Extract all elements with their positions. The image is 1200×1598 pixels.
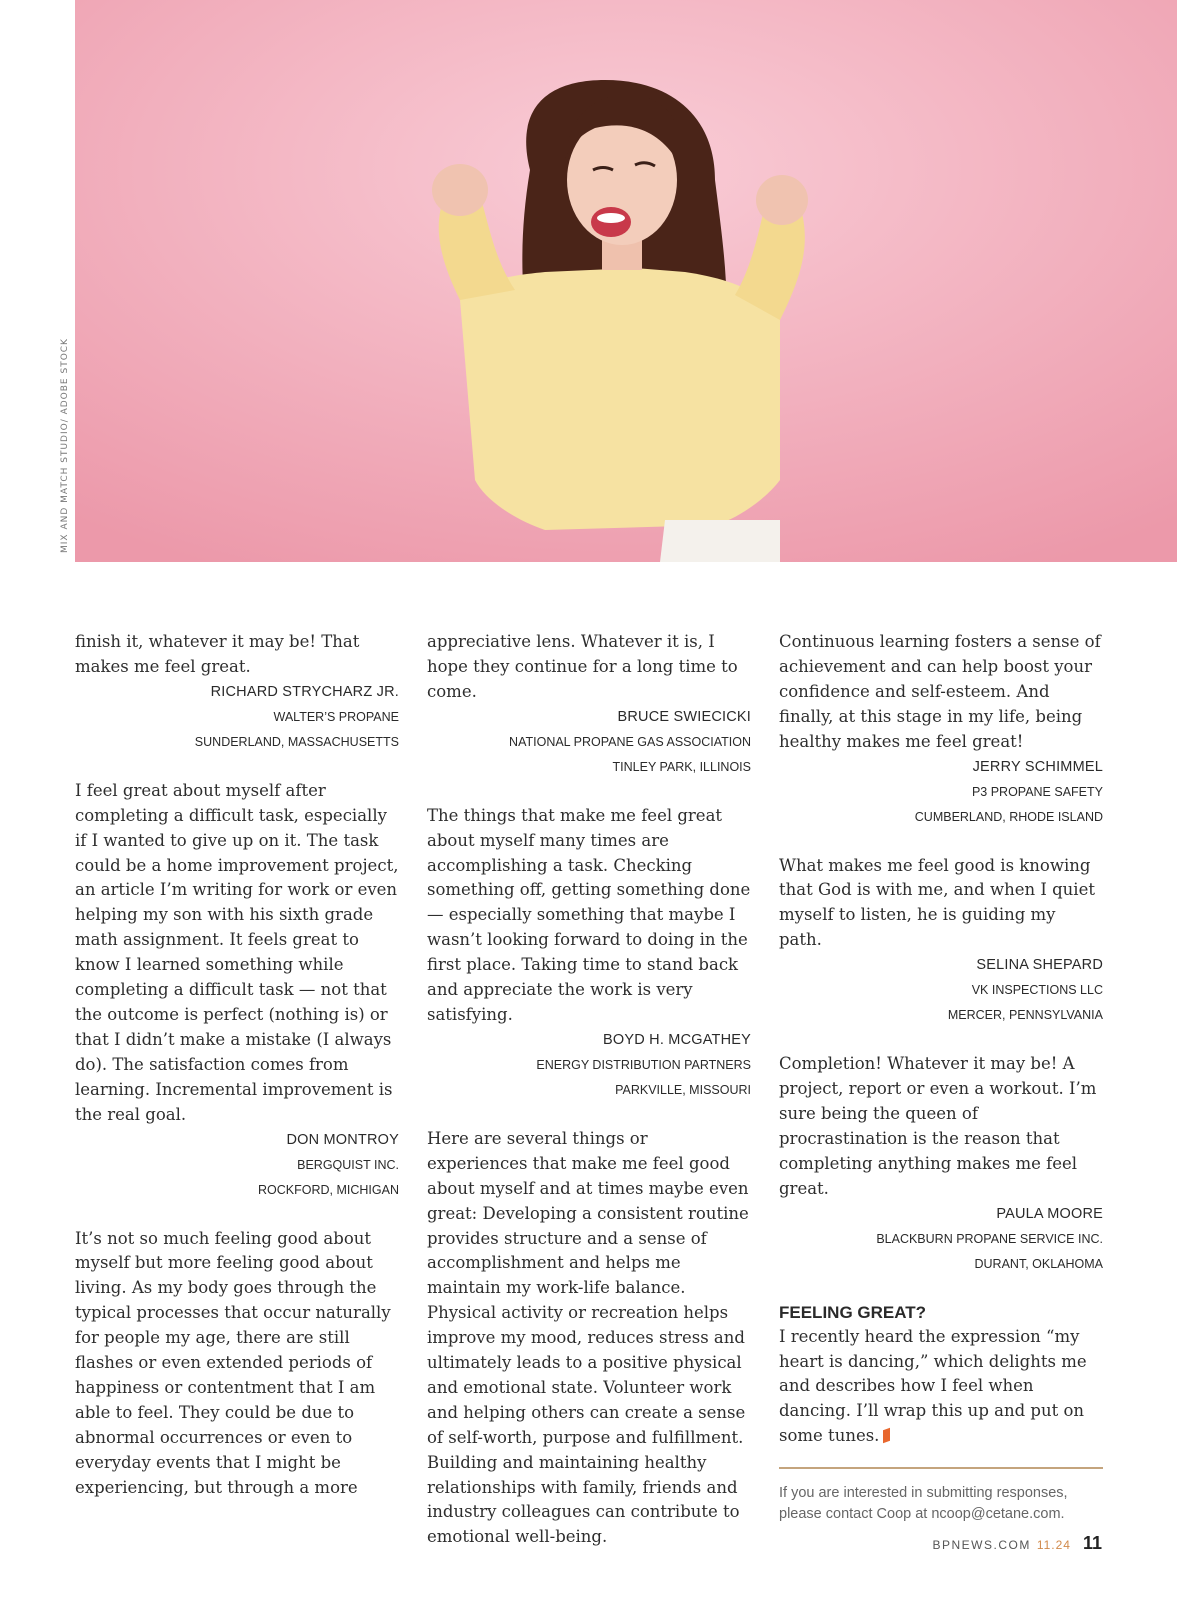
response-text: Completion! Whatever it may be! A project, report or even a workout. I’m sure being the queen of procrastination is the reason that completing anything makes me feel great. (779, 1054, 1097, 1198)
hero-photo (75, 0, 1177, 562)
author-location: SUNDERLAND, MASSACHUSETTS (194, 734, 399, 749)
author-location: CUMBERLAND, RHODE ISLAND (914, 809, 1103, 824)
response-entry (779, 854, 1103, 1029)
author-name: BRUCE SWIECICKI (617, 708, 751, 725)
author-company: ENERGY DISTRIBUTION PARTNERS (536, 1057, 751, 1072)
closing-text-body: I recently heard the expression “my heart is dancing,” which delights me and describes how I feel when dancing. I’ll wrap this up and put on some tunes. (779, 1326, 1087, 1446)
author-location: DURANT, OKLAHOMA (974, 1256, 1103, 1271)
author-location: PARKVILLE, MISSOURI (615, 1082, 751, 1097)
response-text: appreciative lens. Whatever it is, I hope they continue for a long time to come. (427, 632, 738, 701)
column-2 (427, 630, 751, 1574)
author-name: DON MONTROY (286, 1131, 399, 1148)
closing-text (779, 1325, 1103, 1450)
attribution (779, 1202, 1103, 1277)
attribution (427, 1028, 751, 1103)
closing-entry (779, 1325, 1103, 1526)
page-number: 11 (1082, 1533, 1102, 1553)
author-name: SELINA SHEPARD (976, 957, 1103, 974)
author-company: WALTER’S PROPANE (273, 709, 399, 724)
attribution (779, 953, 1103, 1028)
response-entry (779, 1052, 1103, 1276)
response-text: I feel great about myself after completing a difficult task, especially if I wanted to give up on it. The task could be a home improvement project, an article I’m writing for work or even helping my son with his sixth grade math assignment. It feels great to know I learned something while completing a difficult task — not that the outcome is perfect (nothing is) or that I didn’t make a mistake (I always do). The satisfaction comes from learning. Incremental improvement is the real goal. (75, 780, 399, 1124)
submission-note: If you are interested in submitting responses, please contact Coop at ncoop@cetane.com. (779, 1485, 1068, 1523)
response-text: What makes me feel good is knowing that God is with me, and when I quiet myself to listen, he is guiding my path. (779, 855, 1095, 950)
response-entry (427, 630, 751, 780)
response-entry (75, 1227, 399, 1501)
footer-issue: 11.24 (1036, 1538, 1071, 1552)
celebrating-woman-illustration (75, 0, 1177, 562)
author-name: JERRY SCHIMMEL (972, 758, 1103, 775)
author-location: TINLEY PARK, ILLINOIS (612, 759, 751, 774)
attribution (75, 680, 399, 755)
response-text: The things that make me feel great about myself many times are accomplishing a task. Checking something off, getting something done — especially something that maybe I wasn’t looking forward to doing in the first place. Taking time to stand back and appreciate the work is very satisfying. (427, 805, 751, 1024)
footer-site: BPNEWS.COM (932, 1538, 1031, 1552)
author-company: VK INSPECTIONS LLC (971, 983, 1103, 998)
attribution (779, 755, 1103, 830)
response-text: finish it, whatever it may be! That makes me feel great. (75, 632, 360, 676)
divider (779, 1467, 1103, 1469)
author-name: PAULA MOORE (996, 1205, 1103, 1222)
author-name: BOYD H. MCGATHEY (603, 1031, 751, 1048)
response-text: Here are several things or experiences that make me feel good about myself and at times maybe even great: Developing a consistent routine provides structure and a sense of accomplishment and helps me maintain my work-life balance. Physical activity or recreation helps improve my mood, reduces stress and ultimately leads to a positive physical and emotional state. Volunteer work and helping others can create a sense of self-worth, purpose and fulfillment. Building and maintaining healthy relationships with family, friends and industry colleagues can contribute to emotional well-being. (427, 1128, 749, 1547)
response-entry (75, 779, 399, 1203)
author-company: NATIONAL PROPANE GAS ASSOCIATION (509, 734, 751, 749)
author-location: ROCKFORD, MICHIGAN (258, 1182, 399, 1197)
author-name: RICHARD STRYCHARZ JR. (210, 683, 399, 700)
response-entry (779, 630, 1103, 830)
page-footer (932, 1533, 1102, 1554)
response-entry (427, 1127, 751, 1550)
section-heading: FEELING GREAT? (779, 1302, 927, 1322)
column-1 (75, 630, 399, 1524)
author-company: BERGQUIST INC. (297, 1157, 399, 1172)
response-text: It’s not so much feeling good about myself but more feeling good about living. As my body goes through the typical processes that occur naturally for people my age, there are still flashes or even extended periods of happiness or contentment that I am able to feel. They could be due to abnormal occurrences or even to everyday events that I might be experiencing, but through a more (75, 1228, 391, 1497)
author-company: BLACKBURN PROPANE SERVICE INC. (876, 1231, 1103, 1246)
attribution (75, 1128, 399, 1203)
author-location: MERCER, PENNSYLVANIA (947, 1008, 1103, 1023)
attribution (427, 705, 751, 780)
end-mark-icon (883, 1428, 890, 1444)
response-text: Continuous learning fosters a sense of achievement and can help boost your confidence and self-esteem. And finally, at this stage in my life, being healthy makes me feel great! (779, 632, 1101, 751)
response-entry (75, 630, 399, 755)
author-company: P3 PROPANE SAFETY (971, 784, 1103, 799)
column-3 (779, 630, 1103, 1549)
response-entry (427, 804, 751, 1103)
photo-credit: MIX AND MATCH STUDIO/ ADOBE STOCK (60, 338, 70, 553)
